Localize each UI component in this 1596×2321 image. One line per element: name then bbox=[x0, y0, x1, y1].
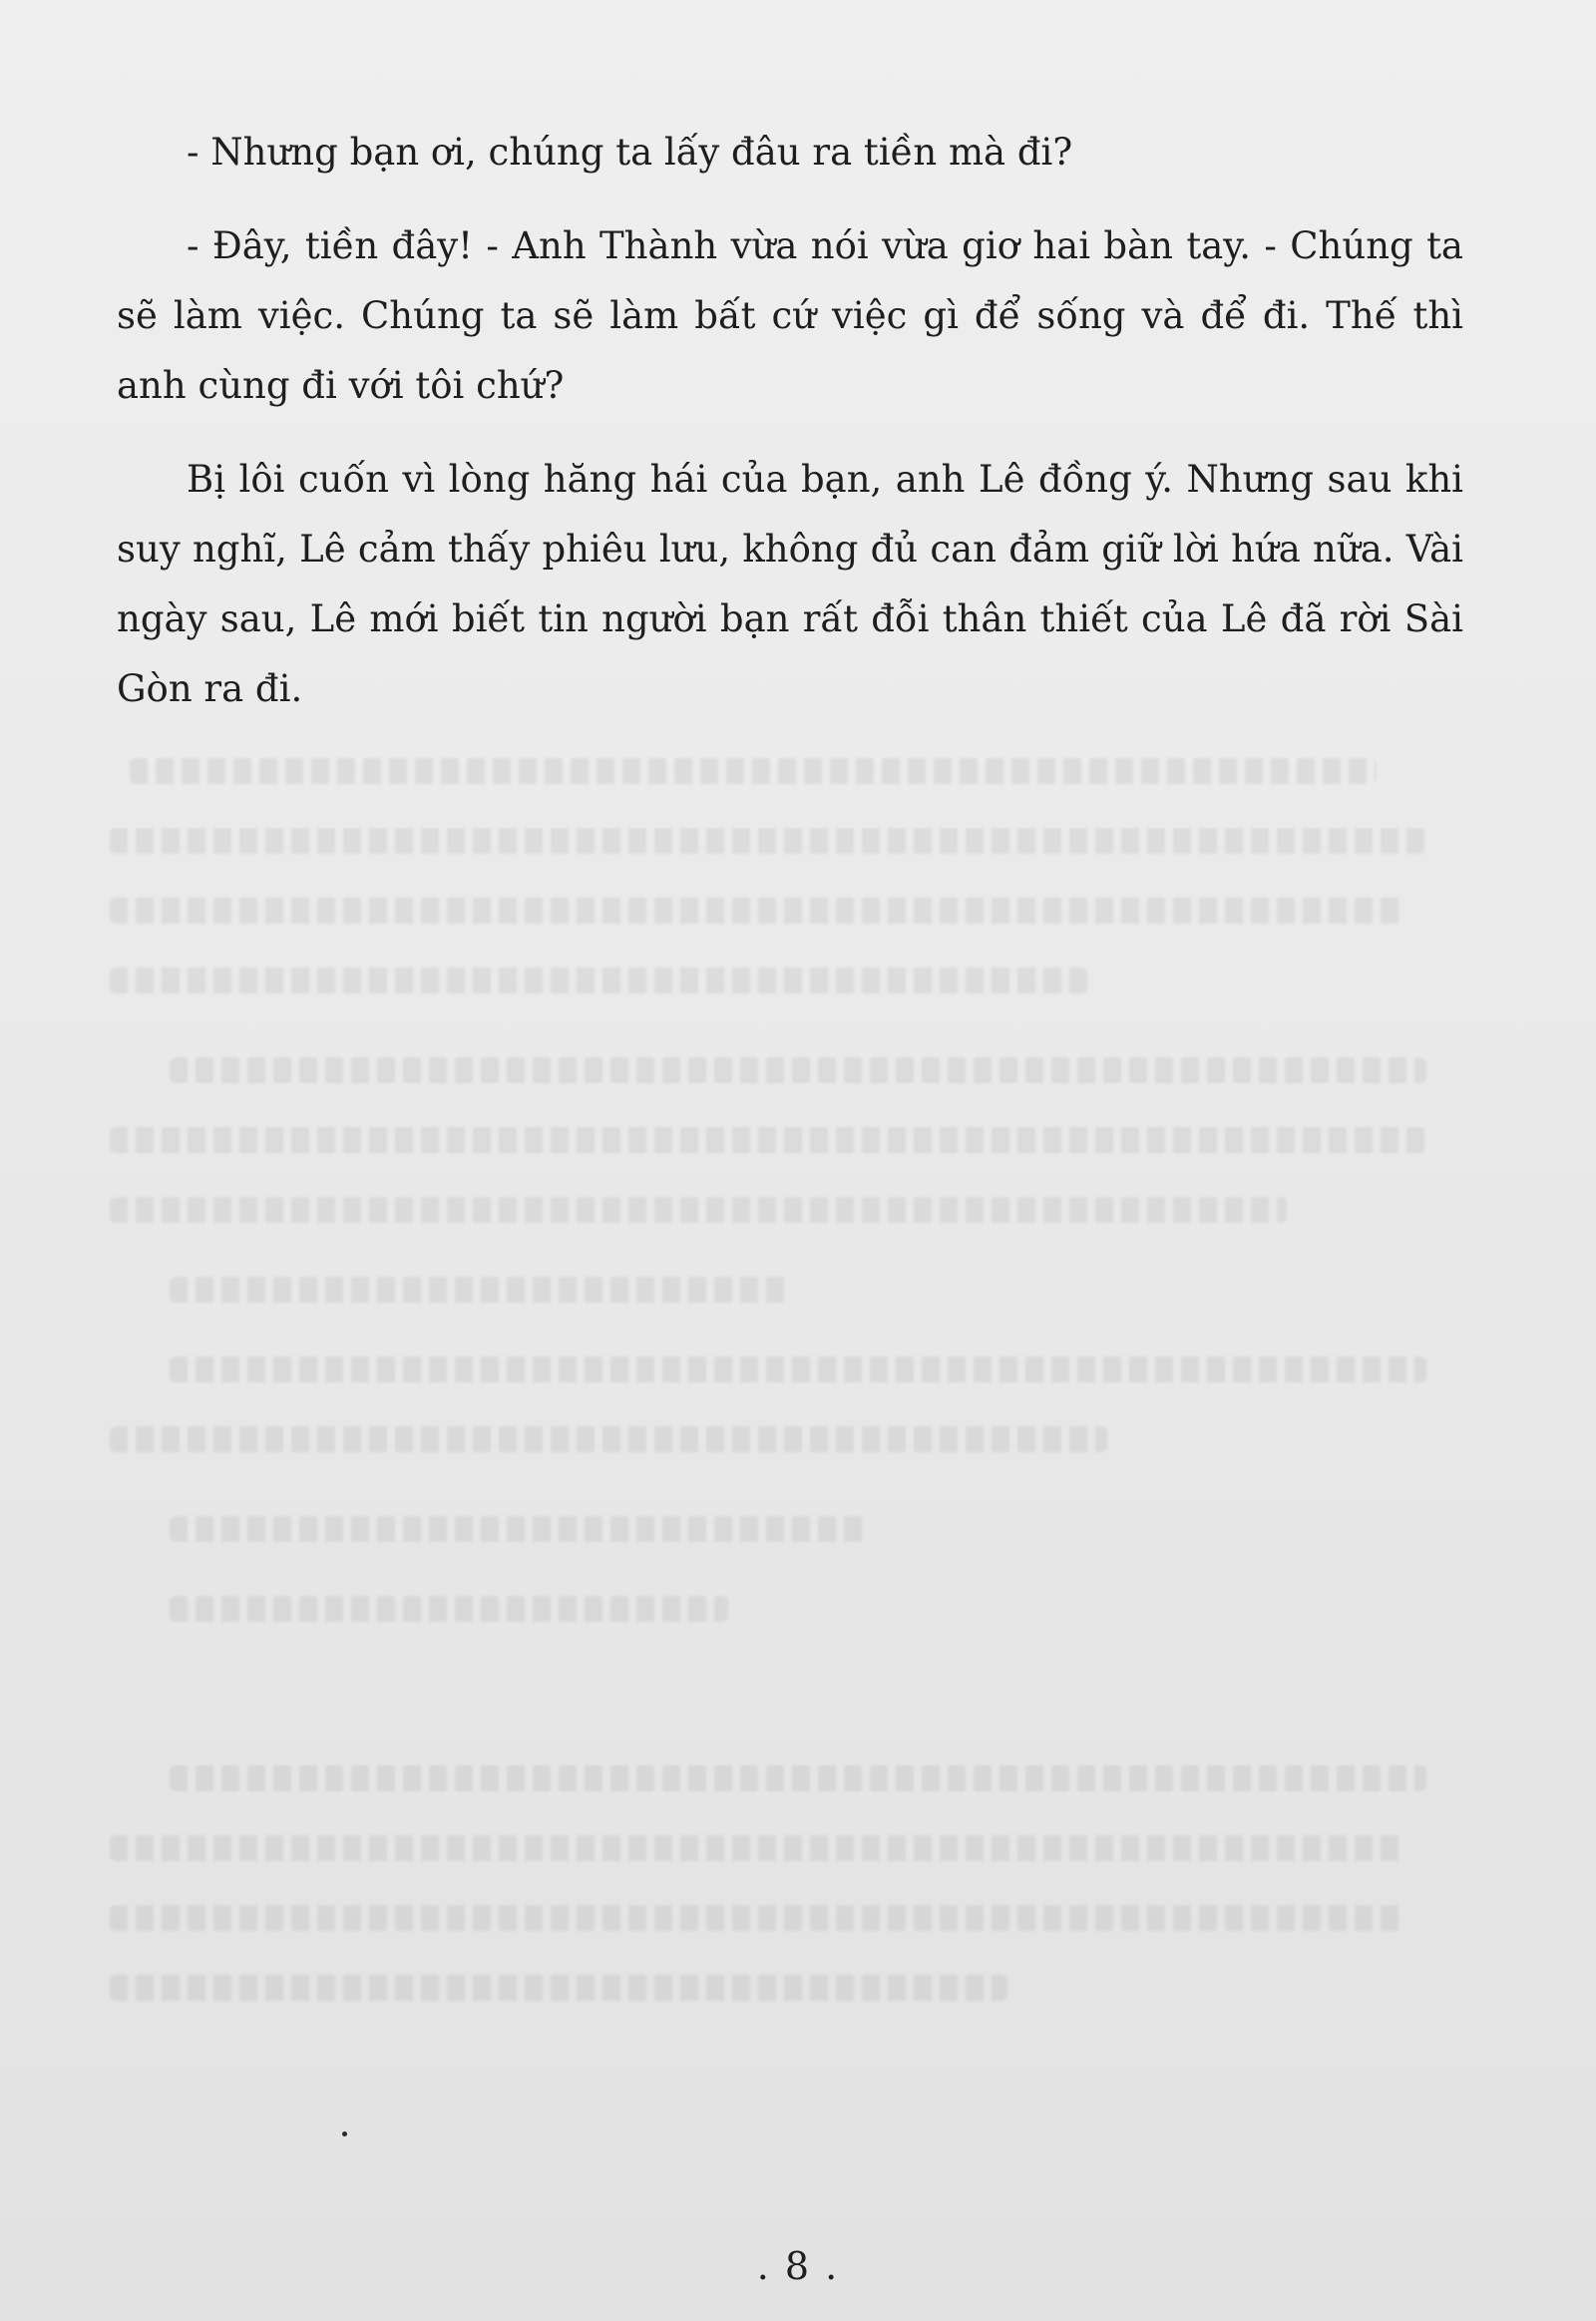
paragraph-1: - Nhưng bạn ơi, chúng ta lấy đâu ra tiền mà đi? bbox=[187, 131, 1073, 174]
page-number: . 8 . bbox=[756, 2244, 840, 2288]
print-speck bbox=[342, 2131, 347, 2136]
paragraph-3: Bị lôi cuốn vì lòng hăng hái của bạn, anh Lê đồng ý. Nhưng sau khi suy nghĩ, Lê cảm thấy phiêu lưu, không đủ can đảm giữ lời hứa nữa. Vài ngày sau, Lê mới biết tin người bạn rất đỗi thân thiết của Lê đã rời Sài Gòn ra đi. bbox=[117, 458, 1463, 710]
body-text bbox=[117, 118, 1463, 748]
paragraph-2: - Đây, tiền đây! - Anh Thành vừa nói vừa giơ hai bàn tay. - Chúng ta sẽ làm việc. Chúng ta sẽ làm bất cứ việc gì để sống và để đi. Thế thì anh cùng đi với tôi chứ? bbox=[117, 224, 1463, 407]
show-through-text bbox=[110, 758, 1496, 2194]
